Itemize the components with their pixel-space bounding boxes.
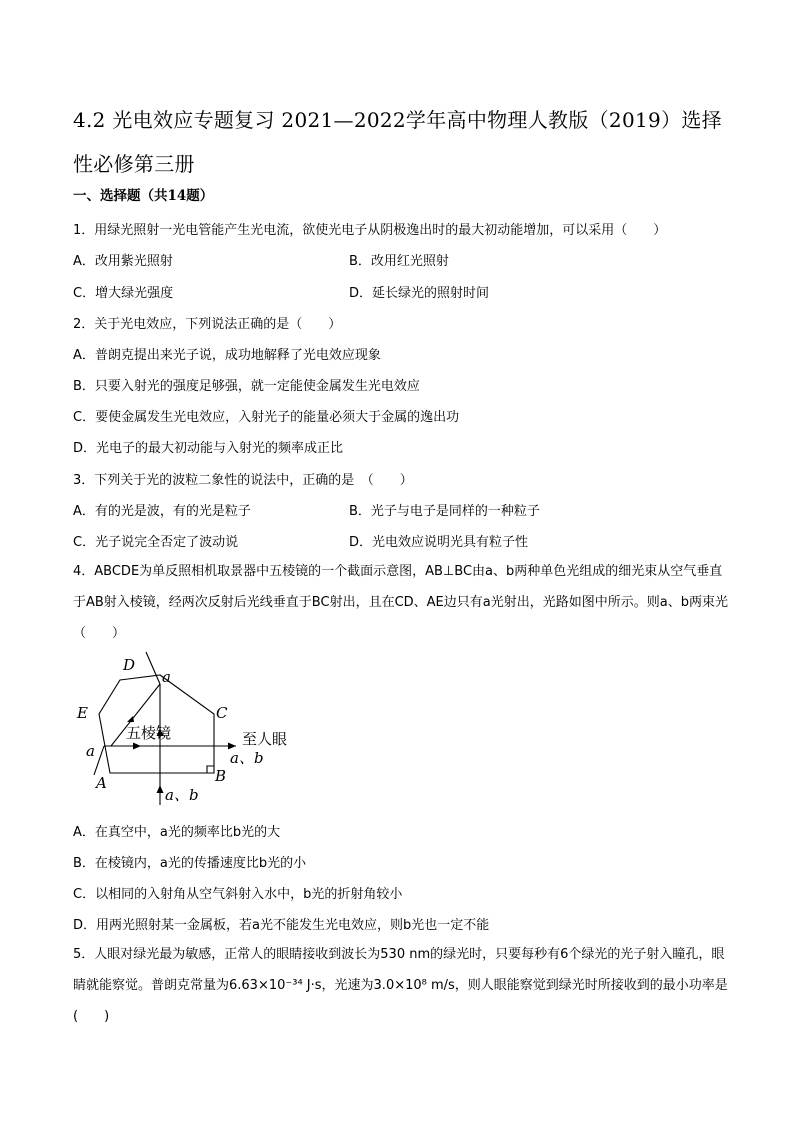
arrow-up-lower [157, 785, 164, 793]
q2-option-a: A．普朗克提出来光子说，成功地解释了光电效应现象 [73, 348, 381, 363]
a-ray-top-exit [146, 652, 160, 684]
q4-option-c: C．以相同的入射角从空气斜射入水中，b光的折射角较小 [73, 887, 403, 902]
question-4-stem: 4．ABCDE为单反照相机取景器中五棱镜的一个截面示意图，AB⊥BC由a、b两种单色光组成的细光束从空气垂直于AB射入棱镜，经两次反射后光线垂直于BC射出，且在CD、AE边只有a光射出，光路如图中所示。则a、b两束光（ ） [73, 564, 728, 641]
arrow-right-1 [133, 743, 141, 750]
question-5-stem: 5．人眼对绿光最为敏感，正常人的眼睛接收到波长为530 nm的绿光时，只要每秒有6个绿光的光子射入瞳孔，眼睛就能察觉。普朗克常量为6.63×10⁻³⁴ J·s，光速为3.0×10⁸ m/s，则人眼能察觉到绿光时所接收到的最小功率是( ) [73, 947, 728, 1024]
page-title: 4.2 光电效应专题复习 2021—2022学年高中物理人教版（2019）选择性必修第三册 [73, 108, 722, 176]
vertex-label-a: A [96, 774, 107, 792]
vertex-label-b: B [215, 767, 227, 785]
arrow-down-left [127, 716, 134, 722]
question-2-stem: 2．关于光电效应，下列说法正确的是（ ） [73, 317, 342, 332]
q3-option-d: D．光电效应说明光具有粒子性 [349, 535, 529, 550]
q3-option-a: A．有的光是波，有的光是粒子 [73, 504, 251, 519]
ray-label-a-top: a [162, 668, 171, 686]
prism-label: 五棱镜 [126, 724, 172, 742]
question-1-stem: 1．用绿光照射一光电管能产生光电流，欲使光电子从阴极逸出时的最大初动能增加，可以采用（ ） [73, 223, 667, 238]
ray-label-a-left: a [86, 742, 95, 760]
q3-option-c: C．光子说完全否定了波动说 [73, 535, 239, 550]
q4-option-b: B．在棱镜内，a光的传播速度比b光的小 [73, 856, 307, 871]
q1-option-a: A．改用紫光照射 [73, 254, 173, 269]
ray-label-ab-in: a、b [165, 786, 199, 804]
q2-option-d: D．光电子的最大初动能与入射光的频率成正比 [73, 441, 344, 456]
q1-option-c: C．增大绿光强度 [73, 286, 174, 301]
q4-option-a: A．在真空中，a光的频率比b光的大 [73, 825, 281, 840]
q2-option-b: B．只要入射光的强度足够强，就一定能使金属发生光电效应 [73, 379, 420, 394]
q1-option-b: B．改用红光照射 [349, 254, 449, 269]
pentaprism-diagram [76, 650, 308, 810]
question-3-stem: 3．下列关于光的波粒二象性的说法中，正确的是 （ ） [73, 473, 413, 488]
a-ray-left-exit [94, 746, 104, 775]
q3-option-b: B．光子与电子是同样的一种粒子 [349, 504, 540, 519]
section-heading: 一、选择题（共14题） [73, 188, 214, 204]
vertex-label-d: D [123, 656, 136, 674]
right-angle-marker [207, 766, 214, 773]
q4-option-d: D．用两光照射某一金属板，若a光不能发生光电效应，则b光也一定不能 [73, 918, 490, 933]
eye-label: 至人眼 [242, 730, 288, 748]
q2-option-c: C．要使金属发生光电效应，入射光子的能量必须大于金属的逸出功 [73, 410, 460, 425]
vertex-label-c: C [216, 704, 228, 722]
ray-label-ab-out: a、b [230, 749, 264, 767]
q1-option-d: D．延长绿光的照射时间 [349, 286, 490, 301]
vertex-label-e: E [77, 704, 88, 722]
